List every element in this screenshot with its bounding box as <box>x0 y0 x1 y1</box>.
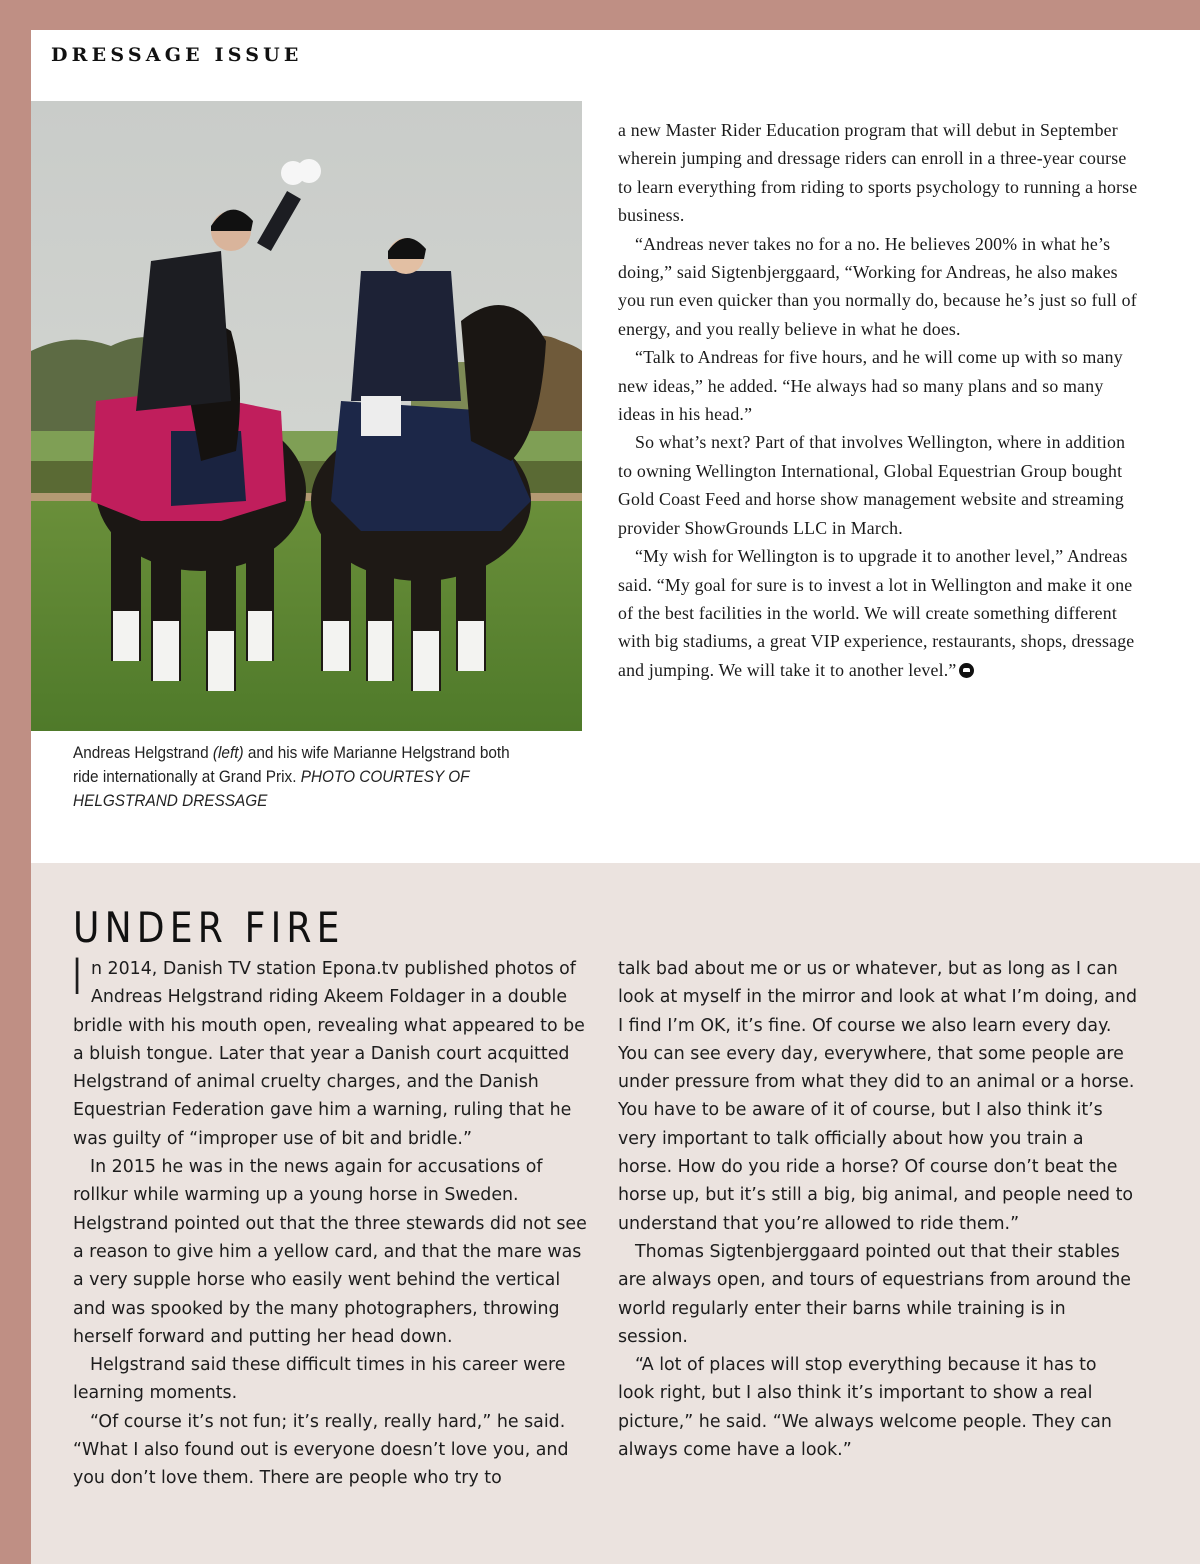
sidebar-title: UNDER FIRE <box>73 903 345 952</box>
section-header: DRESSAGE ISSUE <box>51 44 303 66</box>
article-paragraph-last <box>618 542 1138 684</box>
magazine-page <box>31 30 1200 1564</box>
sidebar-left-column <box>73 948 592 1493</box>
riders-photo <box>31 101 582 731</box>
sidebar-paragraph-text: n 2014, Danish TV station Epona.tv published photos of Andreas Helgstrand riding Akeem Foldager in a double bridle with his mouth open, revealing what appeared to be a bluish tongue. Later that year a Danish court acquitted Helgstrand of animal cruelty charges, and the Danish Equestrian Federation gave him a warning, ruling that he was guilty of “improper use of bit and bridle.” <box>73 959 585 1149</box>
drop-cap: I <box>73 948 82 1006</box>
caption-text-2: and his wife Marianne Helgstrand both ride internationally at Grand Prix. <box>73 744 510 786</box>
end-of-story-icon <box>959 663 974 678</box>
sidebar-paragraph: Helgstrand said these difficult times in his career were learning moments. <box>73 1355 566 1404</box>
caption-text-italic: (left) <box>212 744 244 762</box>
sidebar-paragraph: Thomas Sigtenbjerggaard pointed out that their stables are always open, and tours of equestrians from around the world regularly enter their barns while training is in session. <box>618 1241 1131 1347</box>
sidebar-paragraph: “Of course it’s not fun; it’s really, really hard,” he said. “What I also found out is everyone doesn’t love you, and you don’t love them. There are people who try to <box>73 1411 569 1489</box>
sidebar-paragraph <box>73 948 592 1153</box>
photo-credit: PHOTO COURTESY OF HELGSTRAND DRESSAGE <box>73 768 470 810</box>
article-paragraph: a new Master Rider Education program that will debut in September wherein jumping and dressage riders can enroll in a three-year course to learn everything from riding to sports psychology to running a horse business. <box>618 120 1138 226</box>
article-paragraph-text: “My wish for Wellington is to upgrade it to another level,” Andreas said. “My goal for sure is to invest a lot in Wellington and make it one of the best facilities in the world. We will create something different with big stadiums, a great VIP experience, restaurants, shops, dressage and jumping. We will take it to another level.” <box>618 546 1135 680</box>
riders-high-five-photo-icon <box>31 101 582 731</box>
sidebar-right-column <box>618 955 1138 1464</box>
sidebar-paragraph: “A lot of places will stop everything because it has to look right, but I also think it’s important to show a real picture,” he said. “We always welcome people. They can always come have a look.” <box>618 1355 1112 1461</box>
photo-caption <box>73 741 510 813</box>
article-column <box>618 116 1138 684</box>
sidebar-box <box>31 863 1200 1564</box>
article-paragraph: “Talk to Andreas for five hours, and he will come up with so many new ideas,” he added. “He always had so many plans and so many ideas in his head.” <box>618 347 1123 425</box>
caption-text: Andreas Helgstrand <box>73 744 213 762</box>
sidebar-paragraph: talk bad about me or us or whatever, but as long as I can look at myself in the mirror and look at what I’m doing, and I find I’m OK, it’s fine. Of course we also learn every day. You can see every day, everywhere, that some people are under pressure from what they did to an animal or a horse. You have to be aware of it of course, but I also think it’s very important to talk officially about how you train a horse. How do you ride a horse? Of course don’t beat the horse up, but it’s still a big, big animal, and people need to understand that you’re allowed to ride them.” <box>618 959 1138 1234</box>
sidebar-paragraph: In 2015 he was in the news again for accusations of rollkur while warming up a young horse in Sweden. Helgstrand pointed out that the three stewards did not see a reason to give him a yellow card, and that the mare was a very supple horse who easily went behind the vertical and was spooked by the many photographers, throwing herself forward and putting her head down. <box>73 1157 587 1347</box>
article-paragraph: “Andreas never takes no for a no. He believes 200% in what he’s doing,” said Sigtenbjerggaard, “Working for Andreas, he also makes you run even quicker than you normally do, because he’s just so full of energy, and you really believe in what he does. <box>618 233 1137 339</box>
article-paragraph: So what’s next? Part of that involves Wellington, where in addition to owning Wellington International, Global Equestrian Group bought Gold Coast Feed and horse show management website and streaming provider ShowGrounds LLC in March. <box>618 432 1126 538</box>
